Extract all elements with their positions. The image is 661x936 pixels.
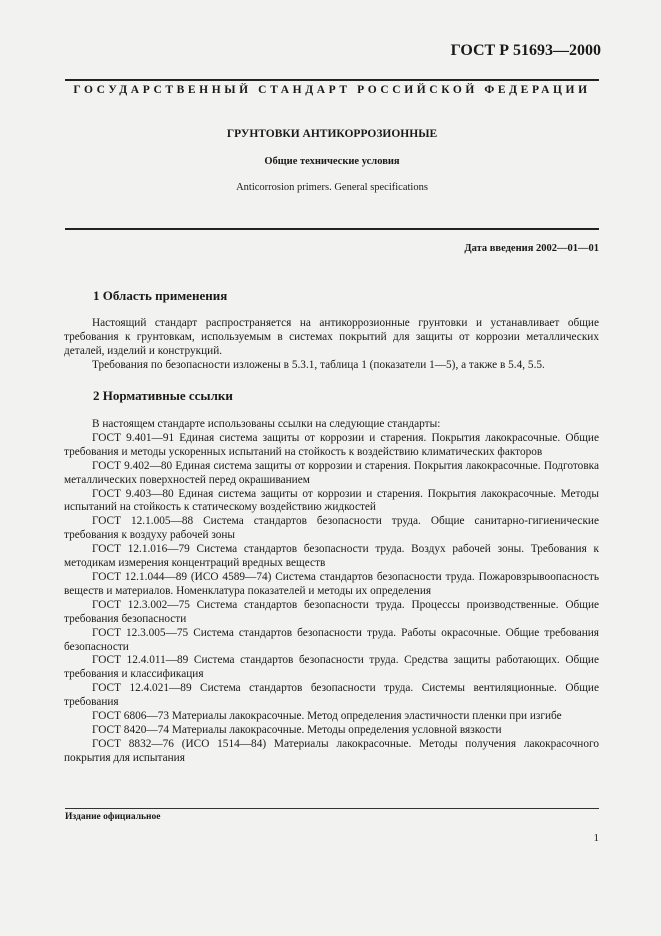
- reference-item: ГОСТ 12.1.005—88 Система стандартов безопасности труда. Общие санитарно-гигиенические требования к воздуху рабочей зоны: [64, 515, 599, 542]
- reference-item: ГОСТ 12.3.005—75 Система стандартов безопасности труда. Работы окрасочные. Общие требования безопасности: [64, 626, 599, 653]
- section-2-heading: 2 Нормативные ссылки: [93, 388, 233, 403]
- reference-item: ГОСТ 9.401—91 Единая система защиты от коррозии и старения. Покрытия лакокрасочные. Общие требования и методы ускоренных испытаний на стойкость к воздействию климатических факторов: [64, 431, 599, 458]
- reference-item: ГОСТ 8832—76 (ИСО 1514—84) Материалы лакокрасочные. Методы получения лакокрасочного покрытия для испытания: [64, 737, 599, 764]
- section-2-body: [64, 418, 599, 766]
- reference-item: ГОСТ 9.402—80 Единая система защиты от коррозии и старения. Покрытия лакокрасочные. Подготовка металлических поверхностей перед окрашиванием: [64, 459, 599, 486]
- reference-item: ГОСТ 6806—73 Материалы лакокрасочные. Метод определения эластичности пленки при изгибе: [92, 710, 562, 723]
- edition-label: Издание официальное: [65, 812, 161, 822]
- paragraph: Требования по безопасности изложены в 5.3.1, таблица 1 (показатели 1—5), а также в 5.4, 5.5.: [92, 358, 545, 371]
- paragraph: Настоящий стандарт распространяется на антикоррозионные грунтовки и устанавливает общие требования к грунтовкам, используемым в системах покрытий для защиты от коррозии металлических деталей, изделий и конструкций.: [64, 317, 599, 357]
- reference-item: ГОСТ 12.1.044—89 (ИСО 4589—74) Система стандартов безопасности труда. Пожаровзрывоопасность веществ и материалов. Номенклатура показателей и методы их определения: [64, 570, 599, 597]
- standard-title: ГРУНТОВКИ АНТИКОРРОЗИОННЫЕ: [226, 128, 438, 140]
- reference-item: ГОСТ 12.1.016—79 Система стандартов безопасности труда. Воздух рабочей зоны. Требования к методикам измерения концентраций вредных веществ: [64, 543, 599, 570]
- reference-item: ГОСТ 12.4.011—89 Система стандартов безопасности труда. Средства защиты работающих. Общие требования и классификация: [64, 654, 599, 681]
- footer-rule: [65, 808, 599, 809]
- section-1-body: [64, 317, 599, 373]
- title-rule: [65, 228, 599, 230]
- reference-item: ГОСТ 12.4.021—89 Система стандартов безопасности труда. Системы вентиляционные. Общие требования: [64, 682, 599, 709]
- agency-title: ГОСУДАРСТВЕННЫЙ СТАНДАРТ РОССИЙСКОЙ ФЕДЕРАЦИИ: [73, 84, 591, 96]
- standard-subtitle: Общие технические условия: [264, 156, 400, 167]
- reference-item: ГОСТ 8420—74 Материалы лакокрасочные. Методы определения условной вязкости: [92, 723, 502, 736]
- english-title: Anticorrosion primers. General specifications: [236, 182, 428, 193]
- header-rule: [65, 79, 599, 81]
- reference-item: ГОСТ 12.3.002—75 Система стандартов безопасности труда. Процессы производственные. Общие требования безопасности: [64, 598, 599, 625]
- document-code: ГОСТ Р 51693—2000: [450, 42, 601, 59]
- page-number: 1: [593, 832, 599, 844]
- introduction-date: Дата введения 2002—01—01: [464, 243, 599, 254]
- section-1-heading: 1 Область применения: [93, 288, 228, 303]
- paragraph: В настоящем стандарте использованы ссылки на следующие стандарты:: [92, 418, 441, 430]
- reference-item: ГОСТ 9.403—80 Единая система защиты от коррозии и старения. Покрытия лакокрасочные. Методы испытаний на стойкость к статическому воздействию жидкостей: [64, 487, 599, 514]
